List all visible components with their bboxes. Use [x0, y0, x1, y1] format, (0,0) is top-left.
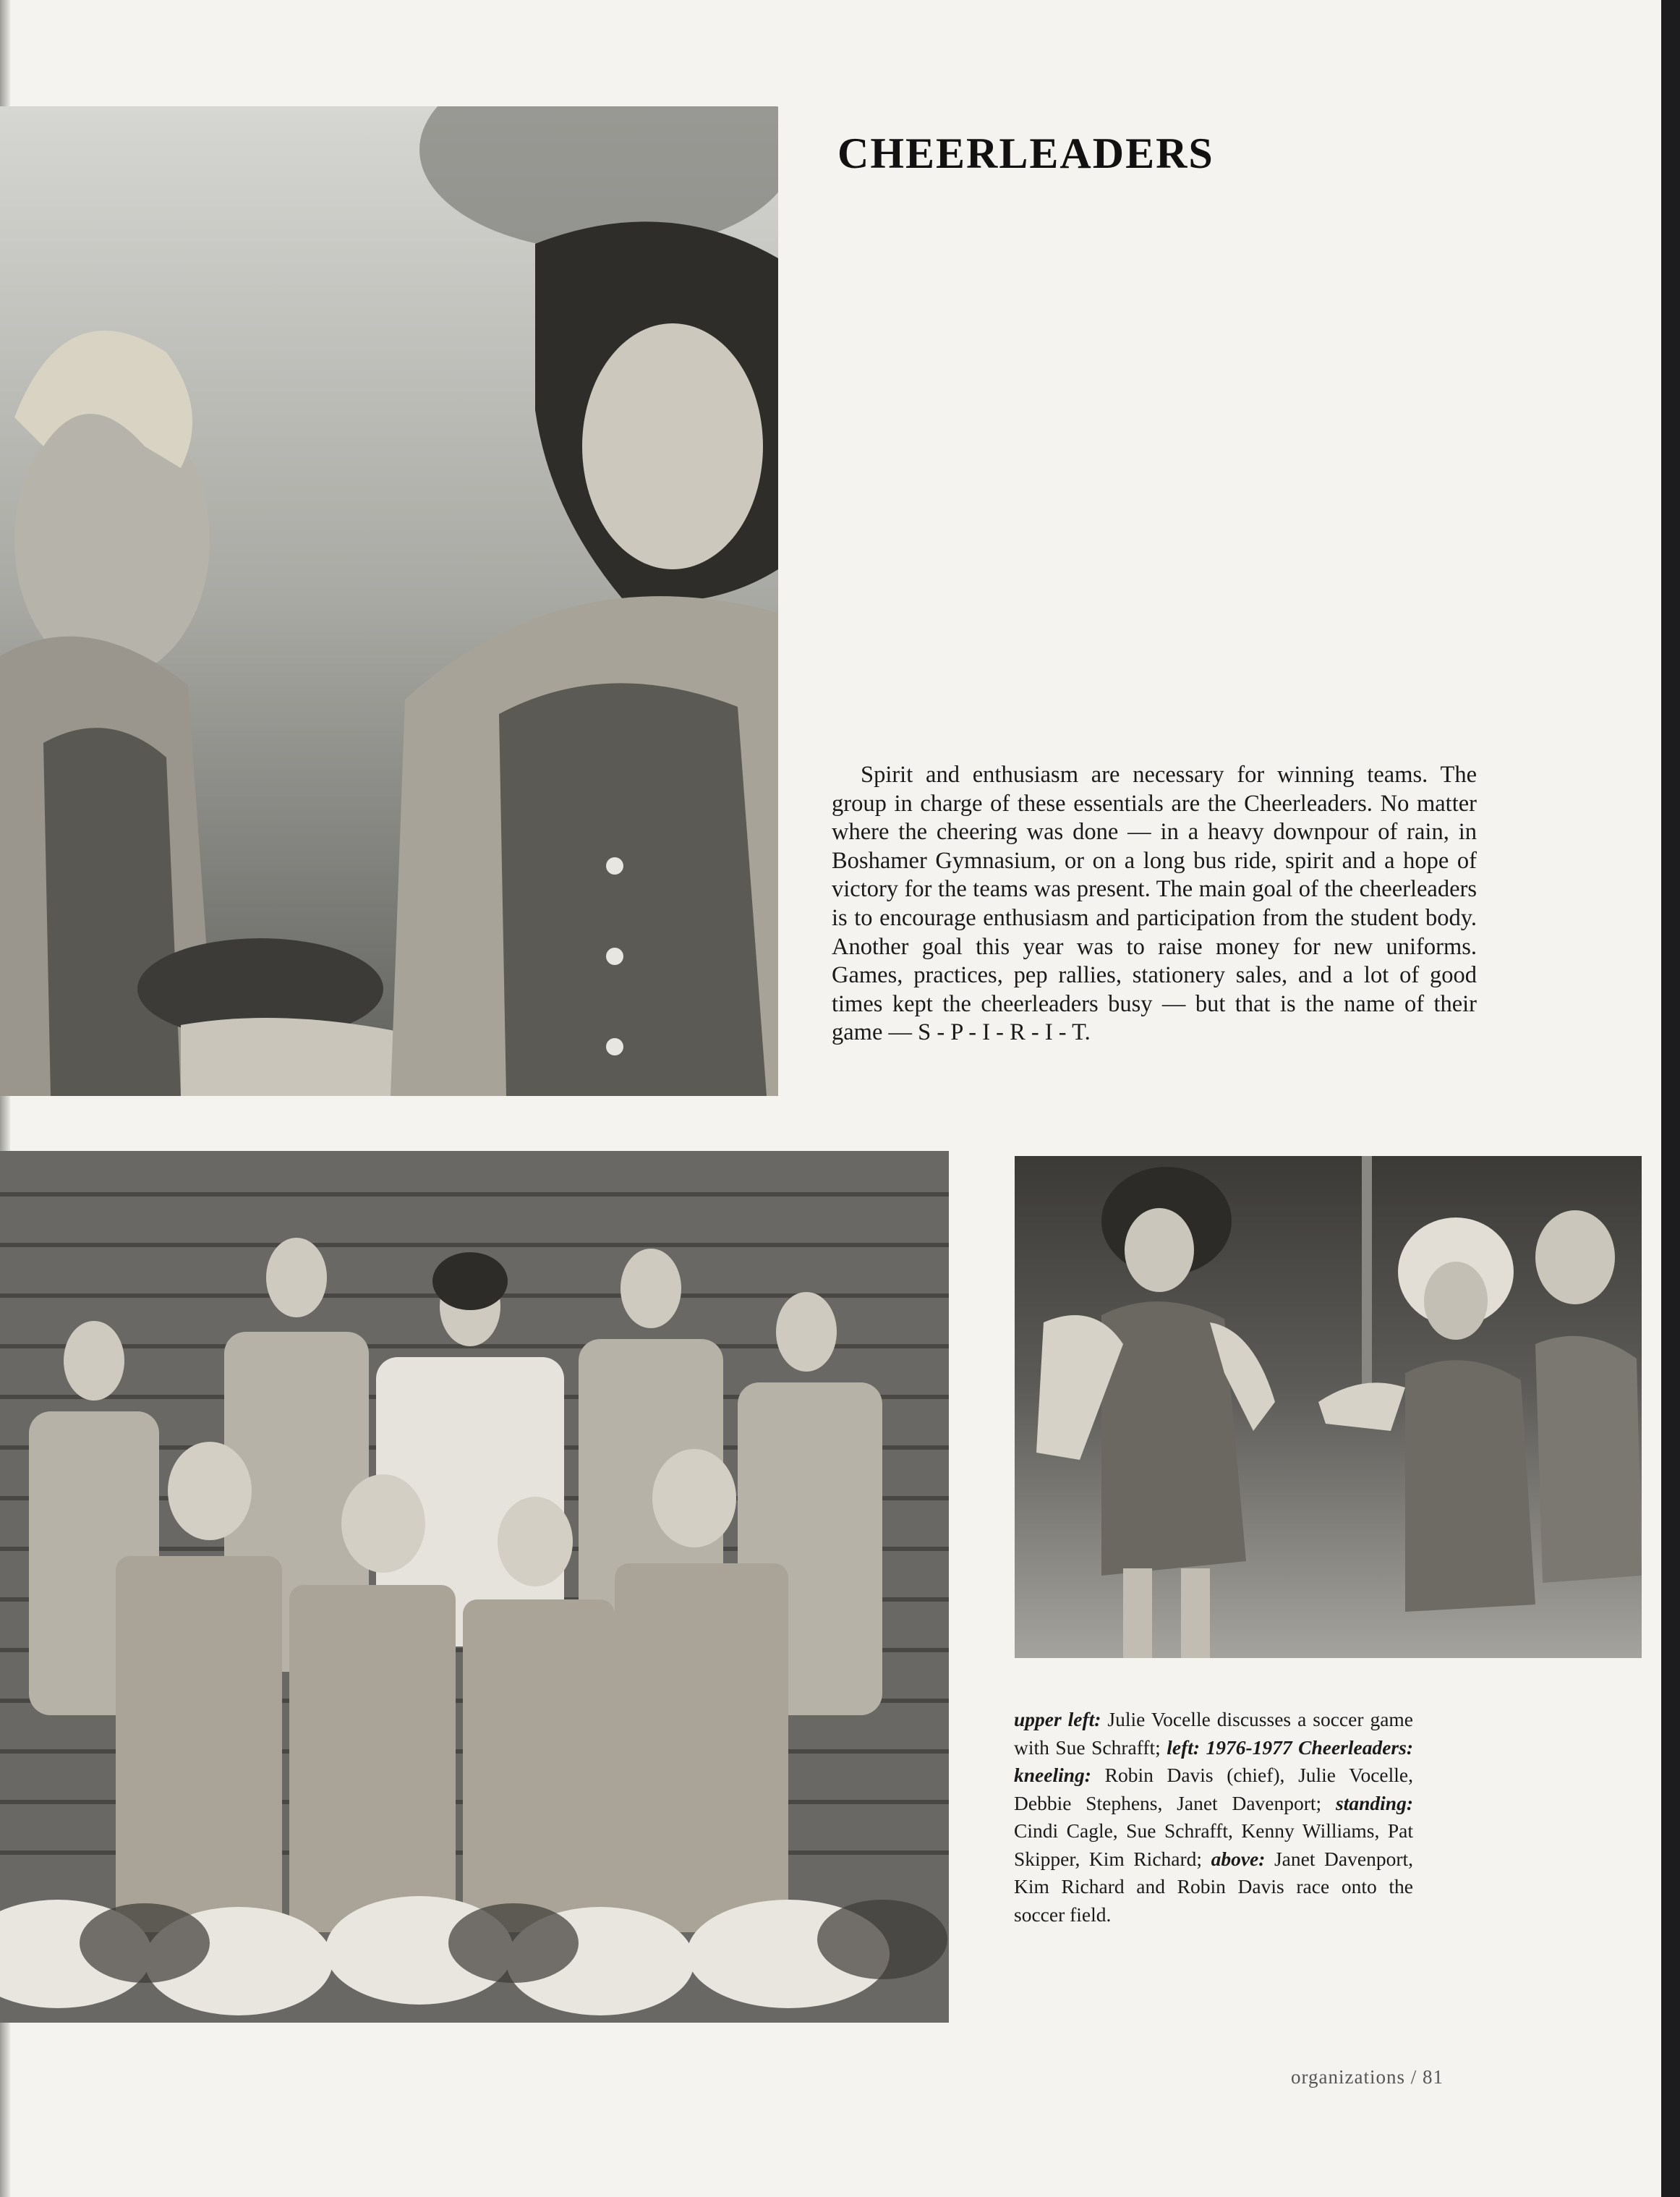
photo-two-cheerleaders — [0, 106, 778, 1096]
caption-key-upper-left: upper left: — [1014, 1708, 1101, 1730]
photo-cheerleaders-running — [1015, 1156, 1642, 1658]
page-folio: organizations / 81 — [1291, 2066, 1444, 2088]
caption-text-4: Janet Davenport, Kim Richard and Robin Davis race onto the soccer field. — [1014, 1847, 1413, 1926]
caption-key-standing: standing: — [1336, 1791, 1413, 1814]
photo-caption — [1014, 1706, 1413, 1929]
page-title: CHEERLEADERS — [837, 129, 1214, 177]
photo-cheerleader-group — [0, 1151, 949, 2023]
caption-text-2: Robin Davis (chief), Julie Vocelle, Debbie Stephens, Janet Davenport; — [1014, 1764, 1413, 1814]
caption-text-3: Cindi Cagle, Sue Schrafft, Kenny Williams, Pat Skipper, Kim Richard; — [1014, 1819, 1413, 1870]
article-body: Spirit and enthusiasm are necessary for winning teams. The group in charge of these essentials are the Cheerleaders. No matter where the cheering was done — in a heavy downpour of rain, in Boshamer Gymnasium, or on a long bus ride, spirit and a hope of victory for the teams was present. The main goal of the cheerleaders is to encourage enthusiasm and participation from the student body. Another goal this year was to raise money for new uniforms. Games, practices, pep rallies, stationery sales, and a lot of good times kept the cheerleaders busy — but that is the name of their game — S - P - I - R - I - T. — [832, 762, 1477, 1046]
caption-key-left: left: 1976-1977 Cheerleaders: kneeling: — [1014, 1735, 1413, 1786]
caption-key-above: above: — [1211, 1847, 1266, 1870]
page-edge — [1661, 0, 1680, 2197]
caption-text-1: Julie Vocelle discusses a soccer game with Sue Schrafft; — [1014, 1708, 1413, 1759]
